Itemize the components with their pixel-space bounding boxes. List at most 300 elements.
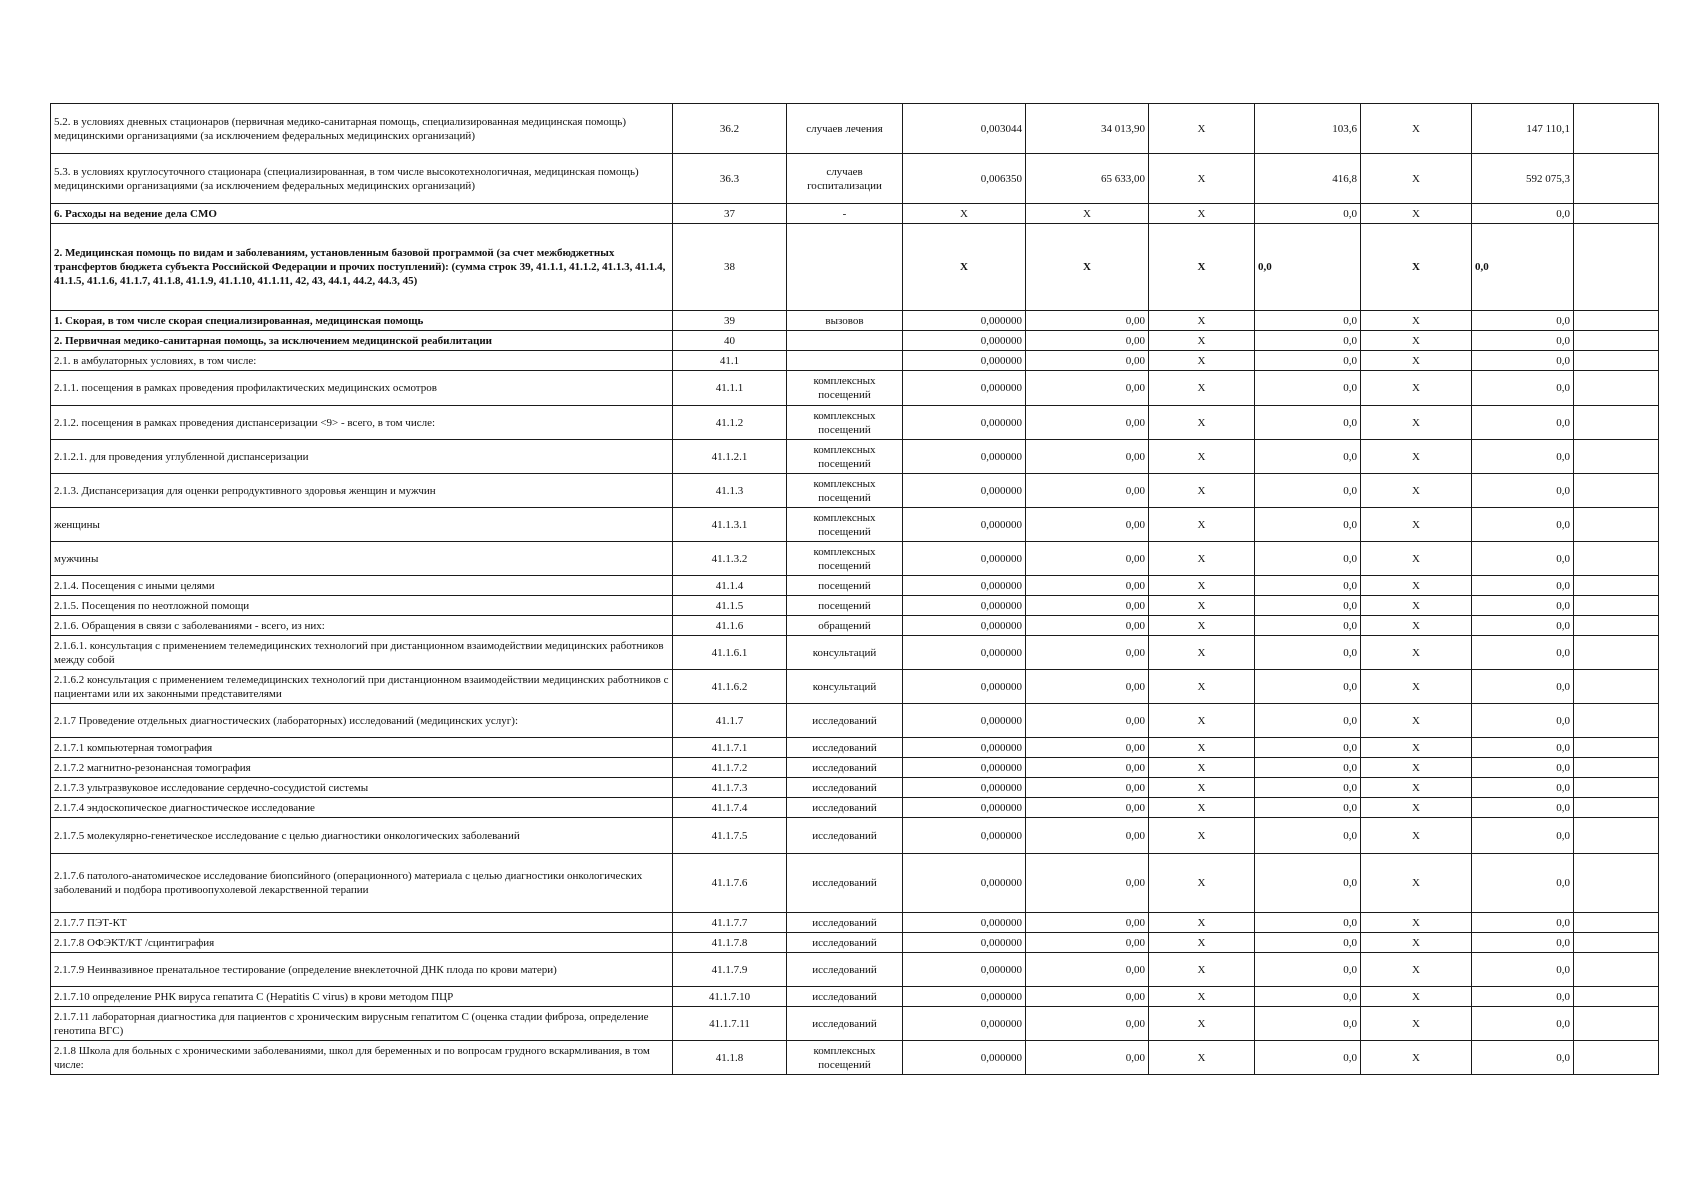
row-value-cell: 0,0 <box>1472 933 1574 953</box>
row-value-cell: X <box>1361 1041 1472 1075</box>
row-value-cell: X <box>1361 351 1472 371</box>
row-code-cell: 41.1.5 <box>673 596 787 616</box>
row-code-cell: 41.1.3 <box>673 474 787 508</box>
row-value-cell: X <box>1361 636 1472 670</box>
row-name-cell: 2.1.7.10 определение РНК вируса гепатита С (Hepatitis C virus) в крови методом ПЦР <box>51 987 673 1007</box>
row-empty-cell <box>1574 542 1659 576</box>
row-value-cell: X <box>1361 224 1472 311</box>
row-name-cell: 2.1.7.2 магнитно-резонансная томография <box>51 758 673 778</box>
row-code-cell: 39 <box>673 311 787 331</box>
row-value-cell: 0,0 <box>1255 474 1361 508</box>
row-value-cell: X <box>1361 798 1472 818</box>
row-name-cell: 2.1.7 Проведение отдельных диагностических (лабораторных) исследований (медицинских услуг): <box>51 704 673 738</box>
row-value-cell: 0,00 <box>1026 636 1149 670</box>
row-value-cell: 0,000000 <box>903 854 1026 913</box>
row-value-cell: 0,00 <box>1026 331 1149 351</box>
row-name-cell: 2.1.4. Посещения с иными целями <box>51 576 673 596</box>
row-value-cell: X <box>1361 542 1472 576</box>
row-value-cell: 0,00 <box>1026 758 1149 778</box>
row-code-cell: 41.1.7.11 <box>673 1007 787 1041</box>
row-value-cell: X <box>1149 406 1255 440</box>
row-value-cell: X <box>1361 616 1472 636</box>
row-empty-cell <box>1574 406 1659 440</box>
row-value-cell: 0,0 <box>1255 351 1361 371</box>
row-value-cell: X <box>1361 204 1472 224</box>
row-value-cell: 0,000000 <box>903 440 1026 474</box>
row-empty-cell <box>1574 913 1659 933</box>
row-empty-cell <box>1574 576 1659 596</box>
row-empty-cell <box>1574 311 1659 331</box>
row-value-cell: X <box>1149 670 1255 704</box>
row-value-cell: X <box>1149 204 1255 224</box>
row-value-cell: 0,00 <box>1026 371 1149 406</box>
row-unit-cell: комплексных посещений <box>787 371 903 406</box>
table-row <box>51 778 1659 798</box>
row-value-cell: 0,0 <box>1472 371 1574 406</box>
row-value-cell: 0,000000 <box>903 953 1026 987</box>
row-value-cell: X <box>1149 778 1255 798</box>
row-code-cell: 41.1.2 <box>673 406 787 440</box>
row-value-cell: X <box>1149 596 1255 616</box>
row-value-cell: X <box>1361 704 1472 738</box>
row-value-cell: X <box>1361 596 1472 616</box>
row-value-cell: X <box>1361 508 1472 542</box>
row-value-cell: 0,0 <box>1255 371 1361 406</box>
row-empty-cell <box>1574 371 1659 406</box>
table-row <box>51 204 1659 224</box>
row-value-cell: 0,0 <box>1255 508 1361 542</box>
row-name-cell: 2. Первичная медико-санитарная помощь, за исключением медицинской реабилитации <box>51 331 673 351</box>
table-row <box>51 351 1659 371</box>
row-name-cell: 1. Скорая, в том числе скорая специализированная, медицинская помощь <box>51 311 673 331</box>
row-value-cell: 0,000000 <box>903 798 1026 818</box>
row-value-cell: 0,0 <box>1472 913 1574 933</box>
row-name-cell: 5.3. в условиях круглосуточного стационара (специализированная, в том числе высокотехнологичная, медицинская помощь) медицинскими организациями (за исключением федеральных медицинских организаций) <box>51 154 673 204</box>
row-empty-cell <box>1574 1007 1659 1041</box>
row-name-cell: 2.1.7.8 ОФЭКТ/КТ /сцинтиграфия <box>51 933 673 953</box>
row-value-cell: 0,0 <box>1472 331 1574 351</box>
row-code-cell: 36.3 <box>673 154 787 204</box>
row-value-cell: 0,00 <box>1026 670 1149 704</box>
row-value-cell: 0,000000 <box>903 576 1026 596</box>
row-value-cell: 0,000000 <box>903 371 1026 406</box>
row-value-cell: X <box>1149 933 1255 953</box>
row-value-cell: 416,8 <box>1255 154 1361 204</box>
row-value-cell: 0,000000 <box>903 406 1026 440</box>
row-value-cell: 0,00 <box>1026 1041 1149 1075</box>
row-value-cell: 0,0 <box>1255 670 1361 704</box>
row-value-cell: X <box>1361 371 1472 406</box>
row-empty-cell <box>1574 670 1659 704</box>
row-code-cell: 40 <box>673 331 787 351</box>
table-row <box>51 331 1659 351</box>
row-value-cell: 0,0 <box>1255 818 1361 854</box>
row-unit-cell: комплексных посещений <box>787 440 903 474</box>
row-value-cell: 0,000000 <box>903 778 1026 798</box>
row-name-cell: 2.1.7.6 патолого-анатомическое исследование биопсийного (операционного) материала с целью диагностики онкологических заболеваний и подбора противоопухолевой лекарственной терапии <box>51 854 673 913</box>
row-unit-cell: - <box>787 204 903 224</box>
row-code-cell: 41.1.6.2 <box>673 670 787 704</box>
row-code-cell: 41.1.3.2 <box>673 542 787 576</box>
row-value-cell: 0,0 <box>1472 1041 1574 1075</box>
row-value-cell: 0,0 <box>1472 576 1574 596</box>
row-value-cell: 0,0 <box>1472 854 1574 913</box>
row-value-cell: 0,0 <box>1255 1007 1361 1041</box>
row-empty-cell <box>1574 104 1659 154</box>
row-value-cell: 0,0 <box>1255 311 1361 331</box>
row-name-cell: 2.1.7.5 молекулярно-генетическое исследование с целью диагностики онкологических заболеваний <box>51 818 673 854</box>
row-name-cell: 2. Медицинская помощь по видам и заболеваниям, установленным базовой программой (за счет межбюджетных трансфертов бюджета субъекта Российской Федерации и прочих поступлений): (сумма строк 39, 41.1.1, 41.1.2, 41.1.3, 41.1.4, 41.1.5, 41.1.6, 41.1.7, 41.1.8, 41.1.9, 41.1.10, 41.1.11, 42, 43, 44.1, 44.2, 44.3, 45) <box>51 224 673 311</box>
row-unit-cell: комплексных посещений <box>787 542 903 576</box>
row-code-cell: 41.1.7.10 <box>673 987 787 1007</box>
row-empty-cell <box>1574 331 1659 351</box>
row-value-cell: 0,0 <box>1472 204 1574 224</box>
row-value-cell: 0,00 <box>1026 1007 1149 1041</box>
row-value-cell: X <box>1149 616 1255 636</box>
row-value-cell: 0,000000 <box>903 933 1026 953</box>
row-value-cell: X <box>1026 224 1149 311</box>
row-value-cell: 0,0 <box>1472 440 1574 474</box>
row-empty-cell <box>1574 933 1659 953</box>
row-value-cell: 0,0 <box>1472 636 1574 670</box>
row-value-cell: 0,00 <box>1026 311 1149 331</box>
row-value-cell: 0,0 <box>1255 224 1361 311</box>
row-value-cell: X <box>1149 953 1255 987</box>
table-body <box>51 104 1659 1075</box>
row-empty-cell <box>1574 440 1659 474</box>
row-value-cell: 0,00 <box>1026 474 1149 508</box>
row-value-cell: X <box>1149 818 1255 854</box>
row-value-cell: 0,0 <box>1255 406 1361 440</box>
row-code-cell: 36.2 <box>673 104 787 154</box>
row-value-cell: 0,006350 <box>903 154 1026 204</box>
row-value-cell: 0,000000 <box>903 704 1026 738</box>
row-value-cell: 0,0 <box>1255 854 1361 913</box>
row-empty-cell <box>1574 1041 1659 1075</box>
row-code-cell: 41.1.6.1 <box>673 636 787 670</box>
financing-table <box>50 103 1659 1075</box>
row-empty-cell <box>1574 704 1659 738</box>
row-value-cell: 0,00 <box>1026 987 1149 1007</box>
table-row <box>51 616 1659 636</box>
row-value-cell: 0,0 <box>1472 1007 1574 1041</box>
row-value-cell: X <box>1149 704 1255 738</box>
row-value-cell: 0,000000 <box>903 311 1026 331</box>
row-value-cell: 0,000000 <box>903 636 1026 670</box>
row-name-cell: мужчины <box>51 542 673 576</box>
row-value-cell: X <box>1149 798 1255 818</box>
row-value-cell: X <box>1149 542 1255 576</box>
table-row <box>51 1041 1659 1075</box>
row-unit-cell: консультаций <box>787 670 903 704</box>
row-code-cell: 41.1.7 <box>673 704 787 738</box>
row-value-cell: 0,00 <box>1026 818 1149 854</box>
table-row <box>51 738 1659 758</box>
row-unit-cell: случаев лечения <box>787 104 903 154</box>
row-value-cell: 0,0 <box>1472 758 1574 778</box>
row-value-cell: 0,0 <box>1472 311 1574 331</box>
row-value-cell: 0,00 <box>1026 542 1149 576</box>
row-name-cell: 2.1.7.7 ПЭТ-КТ <box>51 913 673 933</box>
row-value-cell: 0,00 <box>1026 440 1149 474</box>
table-row <box>51 636 1659 670</box>
row-value-cell: X <box>1361 778 1472 798</box>
row-value-cell: 0,0 <box>1472 738 1574 758</box>
row-value-cell: 0,00 <box>1026 576 1149 596</box>
table-row <box>51 224 1659 311</box>
row-value-cell: X <box>1361 913 1472 933</box>
table-row <box>51 542 1659 576</box>
row-value-cell: 0,0 <box>1472 818 1574 854</box>
row-value-cell: 0,0 <box>1255 576 1361 596</box>
row-value-cell: X <box>1149 636 1255 670</box>
row-value-cell: X <box>1026 204 1149 224</box>
row-value-cell: 0,0 <box>1472 616 1574 636</box>
table-row <box>51 818 1659 854</box>
table-row <box>51 474 1659 508</box>
row-value-cell: 0,000000 <box>903 542 1026 576</box>
row-name-cell: 2.1.7.3 ультразвуковое исследование сердечно-сосудистой системы <box>51 778 673 798</box>
row-value-cell: 0,0 <box>1472 798 1574 818</box>
table-row <box>51 440 1659 474</box>
row-name-cell: 2.1.6. Обращения в связи с заболеваниями - всего, из них: <box>51 616 673 636</box>
row-value-cell: 0,000000 <box>903 1041 1026 1075</box>
row-value-cell: X <box>1361 331 1472 351</box>
row-value-cell: X <box>1149 104 1255 154</box>
row-value-cell: X <box>1361 474 1472 508</box>
row-value-cell: X <box>1361 854 1472 913</box>
row-value-cell: 0,00 <box>1026 508 1149 542</box>
row-value-cell: 0,0 <box>1472 596 1574 616</box>
row-value-cell: 0,000000 <box>903 818 1026 854</box>
row-value-cell: X <box>1361 440 1472 474</box>
row-empty-cell <box>1574 636 1659 670</box>
row-value-cell: 0,0 <box>1255 987 1361 1007</box>
row-unit-cell: исследований <box>787 758 903 778</box>
table-row <box>51 933 1659 953</box>
row-empty-cell <box>1574 224 1659 311</box>
row-unit-cell: случаев госпитализации <box>787 154 903 204</box>
row-value-cell: 0,000000 <box>903 758 1026 778</box>
row-value-cell: 0,00 <box>1026 596 1149 616</box>
row-value-cell: 0,0 <box>1472 224 1574 311</box>
row-value-cell: 0,0 <box>1255 798 1361 818</box>
row-code-cell: 41.1 <box>673 351 787 371</box>
row-value-cell: X <box>1149 311 1255 331</box>
row-empty-cell <box>1574 738 1659 758</box>
row-code-cell: 41.1.7.5 <box>673 818 787 854</box>
table-row <box>51 987 1659 1007</box>
row-unit-cell: исследований <box>787 738 903 758</box>
row-value-cell: 592 075,3 <box>1472 154 1574 204</box>
row-name-cell: 2.1.5. Посещения по неотложной помощи <box>51 596 673 616</box>
row-unit-cell <box>787 351 903 371</box>
row-value-cell: 0,0 <box>1472 351 1574 371</box>
row-value-cell: 0,0 <box>1472 508 1574 542</box>
row-value-cell: X <box>1361 311 1472 331</box>
row-unit-cell: исследований <box>787 704 903 738</box>
row-value-cell: X <box>1149 738 1255 758</box>
row-value-cell: 0,0 <box>1255 1041 1361 1075</box>
row-value-cell: X <box>1149 1007 1255 1041</box>
row-value-cell: 0,0 <box>1255 738 1361 758</box>
row-code-cell: 41.1.7.8 <box>673 933 787 953</box>
row-code-cell: 41.1.3.1 <box>673 508 787 542</box>
row-code-cell: 38 <box>673 224 787 311</box>
row-name-cell: женщины <box>51 508 673 542</box>
table-row <box>51 154 1659 204</box>
row-value-cell: 0,0 <box>1472 542 1574 576</box>
row-empty-cell <box>1574 351 1659 371</box>
row-value-cell: 0,0 <box>1255 440 1361 474</box>
row-value-cell: 147 110,1 <box>1472 104 1574 154</box>
row-unit-cell: посещений <box>787 596 903 616</box>
row-value-cell: 103,6 <box>1255 104 1361 154</box>
row-value-cell: 0,000000 <box>903 596 1026 616</box>
row-name-cell: 2.1. в амбулаторных условиях, в том числе: <box>51 351 673 371</box>
row-empty-cell <box>1574 818 1659 854</box>
row-code-cell: 37 <box>673 204 787 224</box>
row-value-cell: 0,0 <box>1472 474 1574 508</box>
row-unit-cell <box>787 331 903 351</box>
row-code-cell: 41.1.4 <box>673 576 787 596</box>
row-value-cell: 0,0 <box>1472 778 1574 798</box>
row-value-cell: X <box>1149 854 1255 913</box>
row-code-cell: 41.1.7.2 <box>673 758 787 778</box>
row-name-cell: 6. Расходы на ведение дела СМО <box>51 204 673 224</box>
row-value-cell: 0,00 <box>1026 351 1149 371</box>
row-empty-cell <box>1574 616 1659 636</box>
row-code-cell: 41.1.6 <box>673 616 787 636</box>
row-value-cell: X <box>1149 987 1255 1007</box>
table-row <box>51 670 1659 704</box>
row-unit-cell: исследований <box>787 933 903 953</box>
row-code-cell: 41.1.7.7 <box>673 913 787 933</box>
row-value-cell: X <box>1149 154 1255 204</box>
row-value-cell: 0,00 <box>1026 616 1149 636</box>
table-row <box>51 576 1659 596</box>
row-value-cell: 34 013,90 <box>1026 104 1149 154</box>
row-code-cell: 41.1.2.1 <box>673 440 787 474</box>
row-empty-cell <box>1574 798 1659 818</box>
row-unit-cell: комплексных посещений <box>787 1041 903 1075</box>
row-value-cell: 0,000000 <box>903 670 1026 704</box>
row-value-cell: 0,0 <box>1255 596 1361 616</box>
row-unit-cell: посещений <box>787 576 903 596</box>
table-row <box>51 508 1659 542</box>
row-value-cell: 0,000000 <box>903 474 1026 508</box>
row-value-cell: X <box>1149 440 1255 474</box>
row-name-cell: 2.1.1. посещения в рамках проведения профилактических медицинских осмотров <box>51 371 673 406</box>
row-empty-cell <box>1574 508 1659 542</box>
table-row <box>51 953 1659 987</box>
row-value-cell: 0,0 <box>1255 913 1361 933</box>
row-unit-cell: исследований <box>787 778 903 798</box>
table-row <box>51 798 1659 818</box>
row-value-cell: X <box>1361 987 1472 1007</box>
row-code-cell: 41.1.7.1 <box>673 738 787 758</box>
row-unit-cell: обращений <box>787 616 903 636</box>
row-empty-cell <box>1574 474 1659 508</box>
row-code-cell: 41.1.7.3 <box>673 778 787 798</box>
row-value-cell: 0,00 <box>1026 798 1149 818</box>
row-unit-cell: исследований <box>787 987 903 1007</box>
row-value-cell: X <box>903 204 1026 224</box>
row-empty-cell <box>1574 987 1659 1007</box>
table-row <box>51 854 1659 913</box>
row-value-cell: 0,0 <box>1255 953 1361 987</box>
row-value-cell: 0,00 <box>1026 854 1149 913</box>
row-value-cell: 0,0 <box>1255 331 1361 351</box>
row-value-cell: 0,0 <box>1255 778 1361 798</box>
row-unit-cell: исследований <box>787 818 903 854</box>
row-name-cell: 2.1.3. Диспансеризация для оценки репродуктивного здоровья женщин и мужчин <box>51 474 673 508</box>
table-row <box>51 1007 1659 1041</box>
row-code-cell: 41.1.8 <box>673 1041 787 1075</box>
row-value-cell: X <box>1361 953 1472 987</box>
row-value-cell: X <box>1361 670 1472 704</box>
row-value-cell: 0,000000 <box>903 508 1026 542</box>
row-value-cell: X <box>1361 758 1472 778</box>
row-value-cell: X <box>1149 474 1255 508</box>
row-value-cell: 0,0 <box>1255 933 1361 953</box>
row-empty-cell <box>1574 758 1659 778</box>
row-name-cell: 2.1.7.4 эндоскопическое диагностическое исследование <box>51 798 673 818</box>
row-unit-cell: исследований <box>787 913 903 933</box>
row-value-cell: X <box>903 224 1026 311</box>
row-code-cell: 41.1.1 <box>673 371 787 406</box>
row-value-cell: X <box>1361 406 1472 440</box>
table-row <box>51 758 1659 778</box>
row-value-cell: 0,0 <box>1255 542 1361 576</box>
row-name-cell: 2.1.2. посещения в рамках проведения диспансеризации <9> - всего, в том числе: <box>51 406 673 440</box>
row-name-cell: 2.1.7.9 Неинвазивное пренатальное тестирование (определение внеклеточной ДНК плода по крови матери) <box>51 953 673 987</box>
table-row <box>51 311 1659 331</box>
row-value-cell: X <box>1149 351 1255 371</box>
row-value-cell: X <box>1149 371 1255 406</box>
table-row <box>51 596 1659 616</box>
row-value-cell: 0,0 <box>1255 704 1361 738</box>
row-value-cell: X <box>1361 818 1472 854</box>
row-name-cell: 2.1.6.1. консультация с применением телемедицинских технологий при дистанционном взаимодействии медицинских работников между собой <box>51 636 673 670</box>
row-empty-cell <box>1574 854 1659 913</box>
row-empty-cell <box>1574 154 1659 204</box>
row-unit-cell: комплексных посещений <box>787 508 903 542</box>
row-value-cell: 0,000000 <box>903 987 1026 1007</box>
row-name-cell: 2.1.6.2 консультация с применением телемедицинских технологий при дистанционном взаимодействии медицинских работников с пациентами или их законными представителями <box>51 670 673 704</box>
row-empty-cell <box>1574 204 1659 224</box>
row-code-cell: 41.1.7.4 <box>673 798 787 818</box>
row-value-cell: 0,003044 <box>903 104 1026 154</box>
row-unit-cell: исследований <box>787 798 903 818</box>
row-value-cell: 0,00 <box>1026 738 1149 758</box>
row-value-cell: 0,00 <box>1026 913 1149 933</box>
row-value-cell: X <box>1149 1041 1255 1075</box>
row-value-cell: 0,000000 <box>903 913 1026 933</box>
row-value-cell: 0,0 <box>1255 636 1361 670</box>
row-empty-cell <box>1574 596 1659 616</box>
row-value-cell: 0,0 <box>1472 704 1574 738</box>
table-row <box>51 104 1659 154</box>
row-value-cell: 0,0 <box>1255 616 1361 636</box>
row-unit-cell: исследований <box>787 854 903 913</box>
row-value-cell: X <box>1149 508 1255 542</box>
row-unit-cell: исследований <box>787 953 903 987</box>
row-code-cell: 41.1.7.6 <box>673 854 787 913</box>
row-value-cell: 0,000000 <box>903 1007 1026 1041</box>
row-unit-cell <box>787 224 903 311</box>
row-value-cell: X <box>1149 224 1255 311</box>
